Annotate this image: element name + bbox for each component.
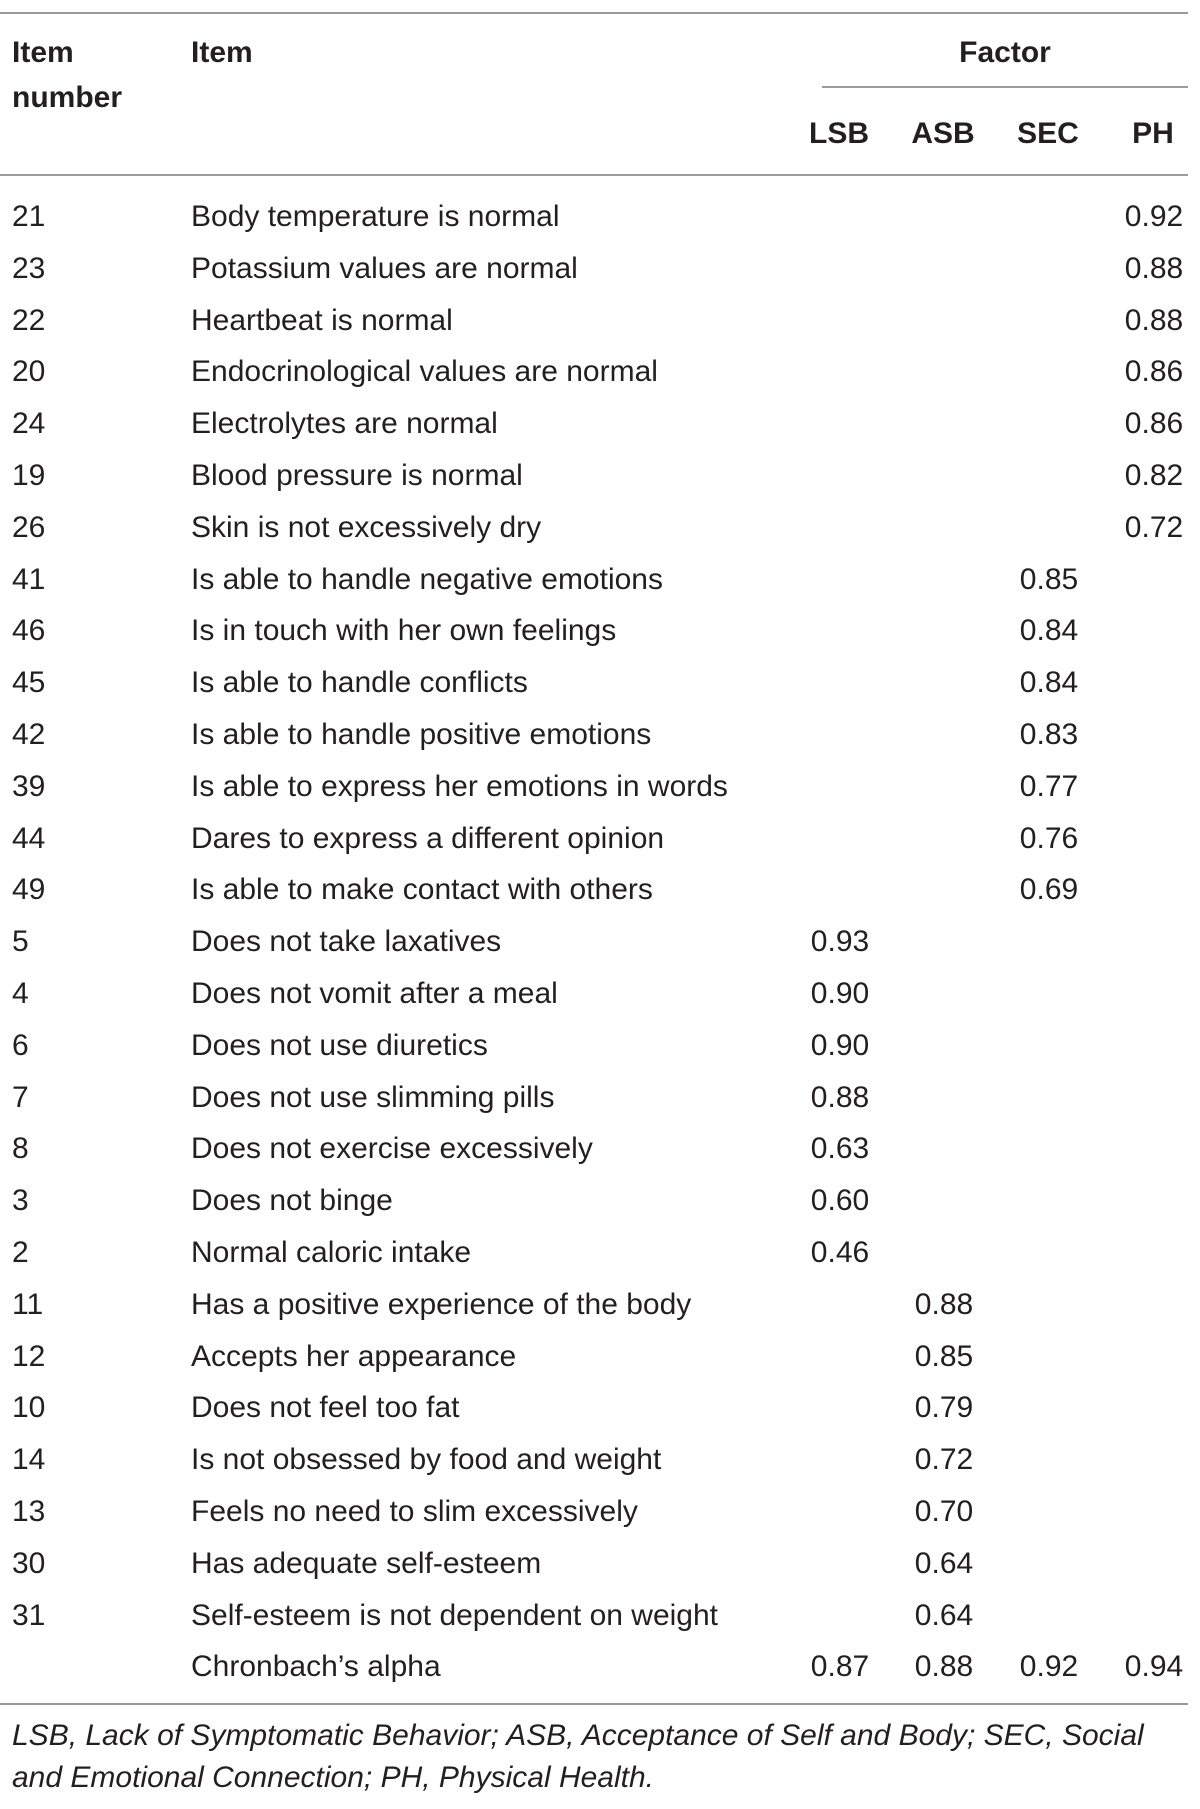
header-item: Item [191, 36, 253, 69]
cell-num: 41 [12, 562, 46, 596]
cell-item: Endocrinological values are normal [191, 355, 658, 389]
cell-num: 22 [12, 303, 46, 337]
cell-item: Potassium values are normal [191, 251, 578, 285]
table-row [0, 710, 1200, 762]
cell-lsb: 0.87 [810, 1650, 870, 1684]
cell-item: Does not use slimming pills [191, 1080, 555, 1114]
table-row [0, 399, 1200, 451]
cell-item: Normal caloric intake [191, 1235, 472, 1269]
cell-ph: 0.92 [1124, 200, 1184, 233]
table-row [0, 1228, 1200, 1280]
cell-num: 31 [12, 1598, 46, 1632]
cell-num: 8 [12, 1132, 29, 1166]
cell-num: 39 [12, 769, 46, 803]
header-lsb: LSB [809, 117, 869, 150]
cell-asb: 0.64 [914, 1598, 974, 1632]
cell-sec: 0.69 [1019, 873, 1079, 907]
table-row [0, 1280, 1200, 1332]
table-row [0, 296, 1200, 348]
header-item-number: Item number [12, 36, 123, 114]
cell-ph: 0.88 [1124, 251, 1184, 285]
cell-asb: 0.72 [914, 1443, 974, 1477]
table-row [0, 606, 1200, 658]
header-ph: PH [1132, 117, 1174, 150]
table-row [0, 1383, 1200, 1435]
header-rule [0, 174, 1188, 176]
cell-item: Does not take laxatives [191, 925, 502, 959]
cell-num: 44 [12, 821, 46, 855]
table-row [0, 1176, 1200, 1228]
cell-num: 10 [12, 1391, 46, 1425]
table-row [0, 1539, 1200, 1591]
cell-item: Has adequate self-esteem [191, 1546, 542, 1580]
table-row [0, 451, 1200, 503]
table-row [0, 865, 1200, 917]
cell-item: Heartbeat is normal [191, 303, 453, 337]
cell-lsb: 0.63 [810, 1132, 870, 1166]
cell-item: Is in touch with her own feelings [191, 614, 617, 648]
table-row [0, 969, 1200, 1021]
cell-ph: 0.82 [1124, 458, 1184, 492]
cell-item: Chronbach’s alpha [191, 1650, 441, 1684]
cell-asb: 0.79 [914, 1391, 974, 1425]
cell-item: Accepts her appearance [191, 1339, 517, 1373]
table-row [0, 192, 1200, 244]
cell-item: Body temperature is normal [191, 200, 560, 233]
cell-item: Is able to handle positive emotions [191, 717, 652, 751]
table-row [0, 814, 1200, 866]
cell-item: Blood pressure is normal [191, 458, 523, 492]
cell-num: 6 [12, 1028, 29, 1062]
cell-asb: 0.85 [914, 1339, 974, 1373]
cell-num: 5 [12, 925, 29, 959]
cell-num: 26 [12, 510, 46, 544]
header-factor: Factor [959, 36, 1051, 69]
cell-lsb: 0.60 [810, 1184, 870, 1218]
cell-item: Dares to express a different opinion [191, 821, 665, 855]
cell-item: Self-esteem is not dependent on weight [191, 1598, 719, 1632]
cell-num: 13 [12, 1494, 46, 1528]
cell-num: 20 [12, 355, 46, 389]
cell-item: Skin is not excessively dry [191, 510, 542, 544]
cell-item: Is able to handle negative emotions [191, 562, 663, 596]
cell-num: 19 [12, 458, 46, 492]
cell-num: 11 [12, 1287, 44, 1321]
cell-item: Electrolytes are normal [191, 407, 498, 441]
cell-sec: 0.92 [1019, 1650, 1079, 1684]
header-sec: SEC [1017, 117, 1079, 150]
table-row [0, 1435, 1200, 1487]
table-row [0, 1124, 1200, 1176]
cell-num: 24 [12, 407, 46, 441]
cell-lsb: 0.90 [810, 976, 870, 1010]
factor-rule [822, 86, 1188, 88]
cell-sec: 0.84 [1019, 666, 1079, 700]
cell-item: Has a positive experience of the body [191, 1287, 692, 1321]
cell-lsb: 0.90 [810, 1028, 870, 1062]
cell-item: Is not obsessed by food and weight [191, 1443, 662, 1477]
table-row [0, 917, 1200, 969]
cell-num: 49 [12, 873, 46, 907]
bottom-rule [0, 1703, 1188, 1705]
table-row [0, 1332, 1200, 1384]
table-row [0, 503, 1200, 555]
top-rule [0, 12, 1188, 14]
cell-item: Is able to make contact with others [191, 873, 653, 907]
cell-ph: 0.72 [1124, 510, 1184, 544]
cell-lsb: 0.46 [810, 1235, 870, 1269]
cell-num: 12 [12, 1339, 46, 1373]
cell-item: Does not use diuretics [191, 1028, 488, 1062]
cell-asb: 0.70 [914, 1494, 974, 1528]
cell-item: Does not exercise excessively [191, 1132, 593, 1166]
cell-item: Does not vomit after a meal [191, 976, 558, 1010]
table-body [0, 192, 1200, 1694]
header-asb: ASB [911, 117, 975, 150]
cell-num: 45 [12, 666, 46, 700]
cell-asb: 0.88 [914, 1287, 974, 1321]
table-footnote: LSB, Lack of Symptomatic Behavior; ASB, Acceptance of Self and Body; SEC, Social and Emotional Connection; PH, Physical Health. [12, 1719, 1144, 1794]
table-row [0, 1021, 1200, 1073]
cell-lsb: 0.93 [810, 925, 870, 959]
cell-sec: 0.85 [1019, 562, 1079, 596]
cell-num: 3 [12, 1184, 29, 1218]
table-row [0, 555, 1200, 607]
cell-item: Is able to handle conflicts [191, 666, 528, 700]
cell-num: 4 [12, 976, 29, 1010]
cell-ph: 0.94 [1124, 1650, 1184, 1684]
cell-asb: 0.64 [914, 1546, 974, 1580]
cell-item: Does not feel too fat [191, 1391, 460, 1425]
cell-num: 14 [12, 1443, 46, 1477]
cell-sec: 0.83 [1019, 717, 1079, 751]
cell-lsb: 0.88 [810, 1080, 870, 1114]
cell-num: 2 [12, 1235, 29, 1269]
cell-sec: 0.77 [1019, 769, 1079, 803]
table-row [0, 658, 1200, 710]
cell-num: 21 [12, 200, 46, 233]
cell-num: 42 [12, 717, 46, 751]
cell-num: 46 [12, 614, 46, 648]
cell-ph: 0.86 [1124, 407, 1184, 441]
cell-item: Is able to express her emotions in words [191, 769, 728, 803]
cell-num: 23 [12, 251, 46, 285]
cell-item: Feels no need to slim excessively [191, 1494, 638, 1528]
table-row [0, 1642, 1200, 1694]
cell-num: 7 [12, 1080, 29, 1114]
cell-ph: 0.88 [1124, 303, 1184, 337]
cell-num: 30 [12, 1546, 46, 1580]
cell-item: Does not binge [191, 1184, 393, 1218]
table-row [0, 347, 1200, 399]
table-row [0, 1487, 1200, 1539]
table-row [0, 244, 1200, 296]
table-row [0, 762, 1200, 814]
cell-ph: 0.86 [1124, 355, 1184, 389]
table-row [0, 1591, 1200, 1643]
cell-sec: 0.76 [1019, 821, 1079, 855]
cell-sec: 0.84 [1019, 614, 1079, 648]
cell-asb: 0.88 [914, 1650, 974, 1684]
table-row [0, 1073, 1200, 1125]
